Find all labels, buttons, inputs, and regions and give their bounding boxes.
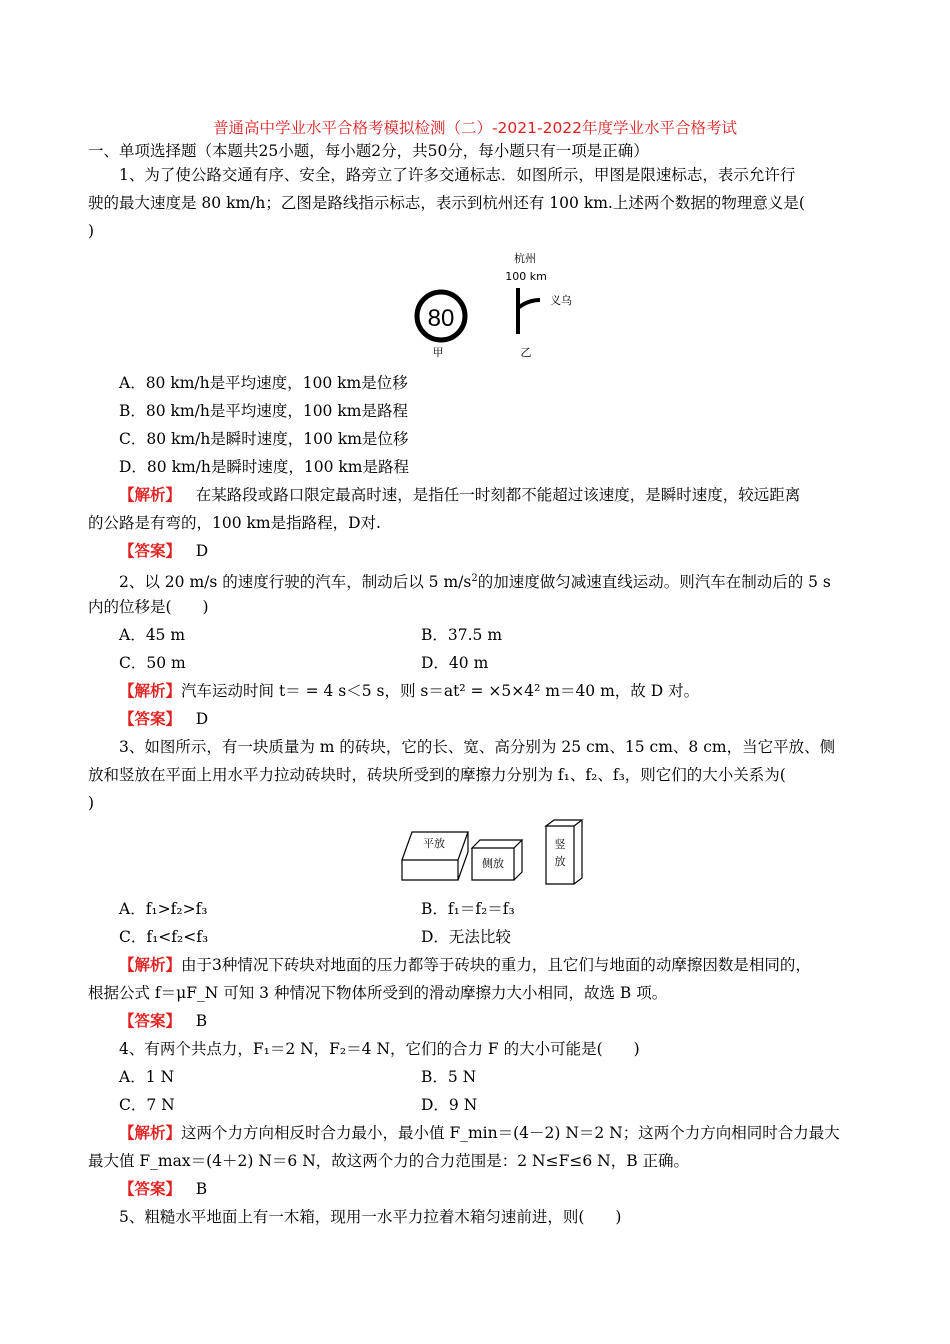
q4-answer-value: B bbox=[195, 1180, 208, 1198]
brick-upright bbox=[546, 820, 582, 884]
q3-answer-value: B bbox=[195, 1012, 208, 1030]
q1-stem-line1: 1、为了使公路交通有序、安全，路旁立了许多交通标志．如图所示，甲图是限速标志，表示允许行 bbox=[119, 166, 796, 184]
q3-option-d: D．无法比较 bbox=[421, 928, 511, 946]
q2-option-d: D．40 m bbox=[421, 654, 489, 672]
q1-option-a: A．80 km/h是平均速度，100 km是位移 bbox=[119, 374, 408, 392]
q4-analysis-line2: 最大值 F_max＝(4＋2) N＝6 N，故这两个力的合力范围是：2 N≤F≤6 N，B 正确。 bbox=[88, 1152, 690, 1170]
q3-option-a: A．f₁>f₂>f₃ bbox=[119, 900, 208, 918]
q2-stem-line2: 内的位移是( ) bbox=[88, 598, 209, 616]
fig-label-a: 甲 bbox=[432, 346, 444, 359]
answer-tag: 【答案】 bbox=[119, 542, 182, 560]
analysis-tag: 【解析】 bbox=[119, 682, 182, 700]
q4-option-a: A．1 N bbox=[119, 1068, 175, 1086]
q1-answer-value: D bbox=[195, 542, 209, 560]
fig-label-b: 乙 bbox=[520, 346, 532, 359]
section-heading: 一、单项选择题（本题共25小题，每小题2分，共50分，每小题只有一项是正确） bbox=[88, 142, 649, 160]
q3-analysis-line1: 由于3种情况下砖块对地面的压力都等于砖块的重力，且它们与地面的动摩擦因数是相同的， bbox=[181, 956, 811, 974]
q2-analysis bbox=[119, 680, 699, 702]
analysis-tag: 【解析】 bbox=[119, 486, 182, 504]
q1-analysis-line1: 在某路段或路口限定最高时速，是指任一时刻都不能超过该速度，是瞬时速度，较远距离 bbox=[195, 486, 801, 504]
answer-tag: 【答案】 bbox=[119, 1012, 182, 1030]
answer-tag: 【答案】 bbox=[119, 710, 182, 728]
q2-answer-value: D bbox=[195, 710, 209, 728]
q2-option-a: A．45 m bbox=[119, 626, 186, 644]
q2-stem-part1: 2、以 20 m/s 的速度行驶的汽车，制动后以 5 m/s bbox=[119, 573, 472, 592]
q2-answer bbox=[119, 708, 208, 730]
bricks-figure bbox=[400, 818, 590, 888]
q2-stem-part2: 的加速度做匀减速直线运动。则汽车在制动后的 5 s bbox=[477, 573, 831, 592]
q1-analysis-line2: 的公路是有弯的，100 km是指路程，D对. bbox=[88, 514, 381, 532]
speed-limit-value: 80 bbox=[427, 305, 455, 332]
q2-stem-line1: 2、以 20 m/s 的速度行驶的汽车，制动后以 5 $m/s^2$的加速度做匀减速直线运动。则汽车在制动后的 5 s bbox=[119, 573, 831, 592]
q3-analysis bbox=[119, 954, 811, 976]
traffic-signs-figure bbox=[400, 250, 590, 362]
q2-analysis-text: 汽车运动时间 t＝ = 4 s＜5 s，则 s＝at² = ×5×4² m＝40 m，故 D 对。 bbox=[181, 682, 700, 700]
q1-option-b: B．80 km/h是平均速度，100 km是路程 bbox=[119, 402, 408, 420]
q3-analysis-line2: 根据公式 f＝μF_N 可知 3 种情况下物体所受到的滑动摩擦力大小相同，故选 B 项。 bbox=[88, 984, 668, 1002]
q4-stem: 4、有两个共点力，F₁＝2 N，F₂＝4 N，它们的合力 F 的大小可能是( ) bbox=[119, 1040, 640, 1058]
q4-analysis bbox=[119, 1122, 840, 1144]
q4-answer bbox=[119, 1178, 207, 1200]
brick-side-label: 侧放 bbox=[482, 857, 504, 870]
q1-answer bbox=[119, 540, 208, 562]
brick-upright-label-1: 竖 bbox=[554, 838, 566, 851]
q1-stem-line2: 驶的最大速度是 80 km/h；乙图是路线指示标志，表示到杭州还有 100 km.上述两个数据的物理意义是( bbox=[88, 194, 805, 212]
q3-stem-line3: ) bbox=[88, 794, 95, 812]
q1-option-d: D．80 km/h是瞬时速度，100 km是路程 bbox=[119, 458, 409, 476]
answer-tag: 【答案】 bbox=[119, 1180, 182, 1198]
q3-stem-line1: 3、如图所示，有一块质量为 m 的砖块，它的长、宽、高分别为 25 cm、15 cm、8 cm，当它平放、侧 bbox=[119, 738, 836, 756]
q2-option-c: C．50 m bbox=[119, 654, 186, 672]
q5-stem: 5、粗糙水平地面上有一木箱，现用一水平力拉着木箱匀速前进，则( ) bbox=[119, 1208, 622, 1226]
q2-option-b: B．37.5 m bbox=[421, 626, 503, 644]
route-city-1: 杭州 bbox=[514, 252, 536, 265]
q3-option-b: B．f₁＝f₂＝f₃ bbox=[421, 900, 515, 918]
q4-option-d: D．9 N bbox=[421, 1096, 478, 1114]
q1-option-c: C．80 km/h是瞬时速度，100 km是位移 bbox=[119, 430, 409, 448]
route-city-2: 义乌 bbox=[550, 294, 572, 307]
q1-analysis bbox=[119, 484, 800, 506]
q3-answer bbox=[119, 1010, 207, 1032]
route-arrow-sign bbox=[518, 288, 540, 334]
q4-option-c: C．7 N bbox=[119, 1096, 175, 1114]
page-title: 普通高中学业水平合格考模拟检测（二）-2021-2022年度学业水平合格考试 bbox=[212, 119, 738, 137]
q3-option-c: C．f₁<f₂<f₃ bbox=[119, 928, 209, 946]
analysis-tag: 【解析】 bbox=[119, 1124, 182, 1142]
brick-flat-label: 平放 bbox=[423, 837, 445, 850]
q3-stem-line2: 放和竖放在平面上用水平力拉动砖块时，砖块所受到的摩擦力分别为 f₁、f₂、f₃，则它们的大小关系为( bbox=[88, 766, 786, 784]
brick-upright-label-2: 放 bbox=[554, 855, 566, 868]
analysis-tag: 【解析】 bbox=[119, 956, 182, 974]
q4-option-b: B．5 N bbox=[421, 1068, 477, 1086]
route-distance: 100 km bbox=[505, 270, 547, 283]
q1-stem-line3: ) bbox=[88, 222, 95, 240]
q4-analysis-line1: 这两个力方向相反时合力最小，最小值 F_min＝(4－2) N＝2 N；这两个力方向相同时合力最大 bbox=[181, 1124, 840, 1142]
